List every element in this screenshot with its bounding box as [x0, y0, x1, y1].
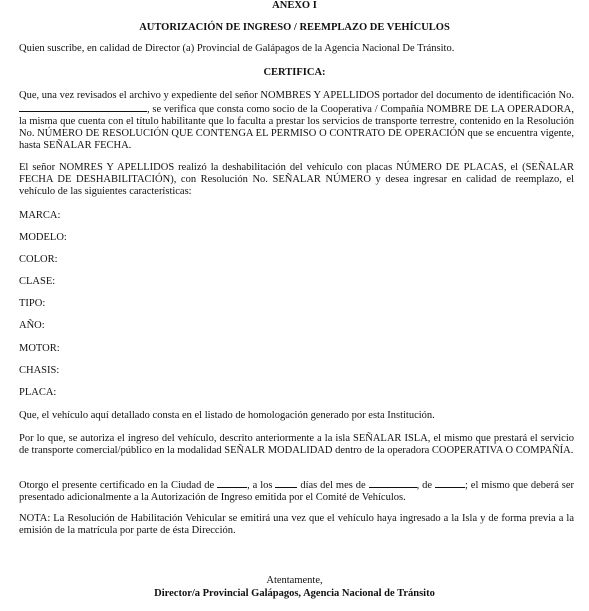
day-blank	[275, 478, 297, 488]
annex-heading: ANEXO I	[272, 0, 317, 11]
certifica-heading: CERTIFICA:	[263, 67, 326, 78]
issue-month-text: días del mes de	[300, 480, 366, 491]
note-text: NOTA: La Resolución de Habilitación Vehicular se emitirá una vez que el vehículo haya ingresado a la Isla y de forma previa a la emisión de la matrícula por parte de ésta Dirección.	[19, 513, 574, 536]
field-tipo-label: TIPO:	[19, 298, 46, 309]
field-chasis-label: CHASIS:	[19, 365, 60, 376]
issue-city-text: Otorgo el presente certificado en la Ciudad de	[19, 480, 215, 491]
paragraph-identification-end: , se verifica que consta como socio de la Cooperativa / Compañía NOMBRE DE LA OPERADORA, la misma que cuenta con el título habilitante que lo faculta a prestar los servicios de transporte terrestre, contenido en la Resolución No. NÚMERO DE RESOLUCIÓN QUE CONTENGA EL PERMISO O CONTRATO DE OPERACIÓN que se encuentra vigente, hasta SEÑALAR FECHA.	[19, 104, 574, 151]
field-marca-label: MARCA:	[19, 210, 61, 221]
field-motor-label: MOTOR:	[19, 343, 60, 354]
year-blank	[435, 478, 465, 488]
document-title: AUTORIZACIÓN DE INGRESO / REEMPLAZO DE VEHÍCULOS	[139, 22, 450, 33]
month-blank	[369, 478, 417, 488]
field-placa-label: PLACA:	[19, 387, 57, 398]
intro-text: Quien suscribe, en calidad de Director (a) Provincial de Galápagos de la Agencia Nacional De Tránsito.	[19, 43, 455, 54]
paragraph-identification-start: Que, una vez revisados el archivo y expediente del señor NOMBRES Y APELLIDOS portador del documento de identificación No.	[19, 90, 574, 101]
field-modelo-label: MODELO:	[19, 232, 67, 243]
field-color-label: COLOR:	[19, 254, 58, 265]
paragraph-authorization: Por lo que, se autoriza el ingreso del vehículo, descrito anteriormente a la isla SEÑALAR ISLA, el mismo que prestará el servicio de transporte comercial/público en la modalidad SEÑALR MODALIDAD dentro de la operadora COOPERATIVA O COMPAÑÍA.	[19, 433, 574, 456]
issue-validity-text: ; el mismo que deberá ser presentado adicionalmente a la Autorización de Ingreso emitida por el Comité de Vehículos.	[19, 480, 575, 503]
paragraph-homologation: Que, el vehículo aquí detallado consta en el listado de homologación generado por esta Institución.	[19, 410, 435, 421]
paragraph-deshabilitation: El señor NOMRES Y APELLIDOS realizó la deshabilitación del vehículo con placas NÚMERO DE PLACAS, el (SEÑALAR FECHA DE DESHABILITACIÓN), con Resolución No. SEÑALAR NÚMERO y desea ingresar en calidad de reemplazo, el vehículo de las siguientes características:	[19, 162, 574, 197]
city-blank	[217, 478, 247, 488]
closing-salutation: Atentamente,	[266, 575, 323, 586]
paragraph-identification	[19, 90, 574, 152]
field-anio-label: AÑO:	[19, 320, 45, 331]
paragraph-certificate-issue	[19, 478, 574, 504]
signature-line: Director/a Provincial Galápagos, Agencia Nacional de Tránsito	[154, 588, 435, 599]
field-clase-label: CLASE:	[19, 276, 56, 287]
issue-year-text: , de	[416, 480, 433, 491]
id-number-blank	[19, 102, 147, 112]
issue-day-text: , a los	[247, 480, 273, 491]
